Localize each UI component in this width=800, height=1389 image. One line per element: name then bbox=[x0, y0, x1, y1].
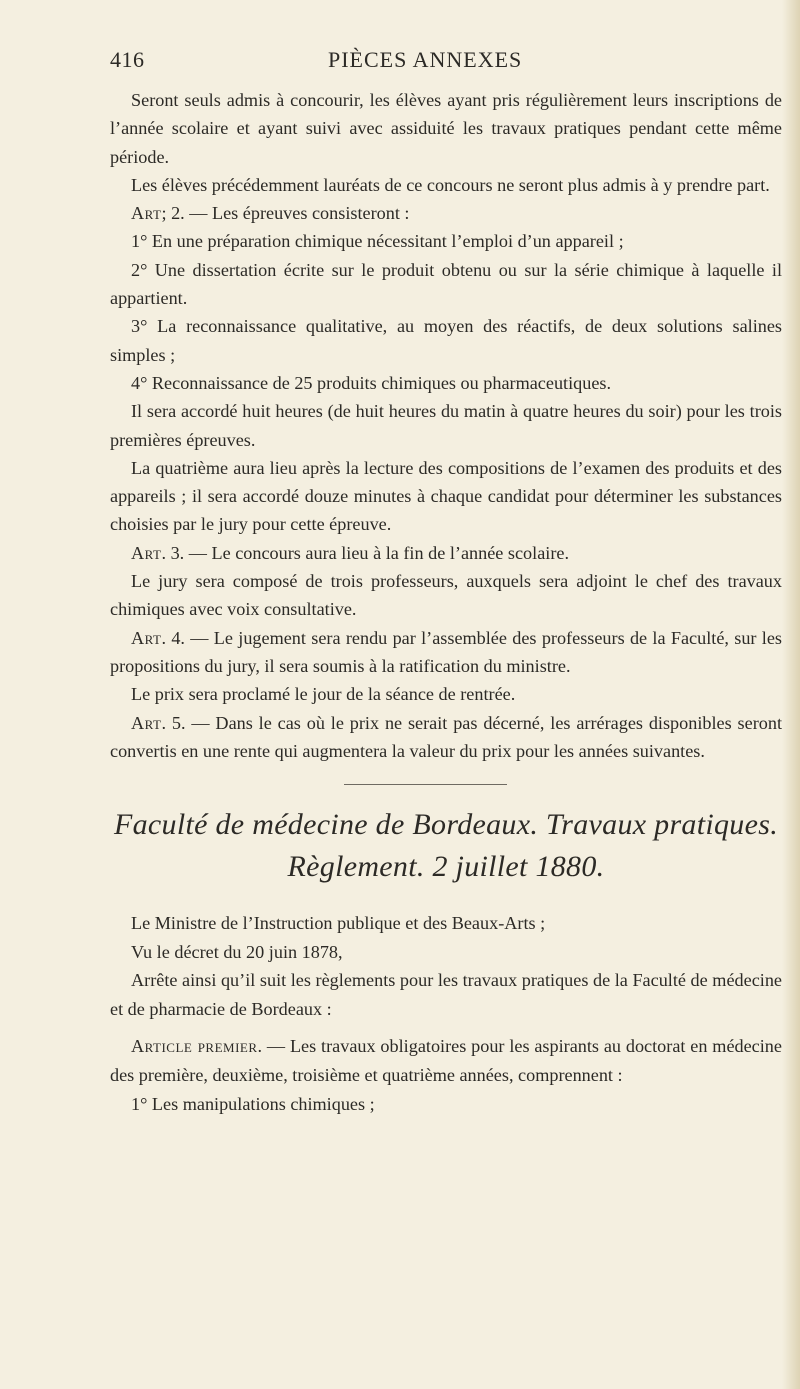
article-label: Art bbox=[131, 627, 162, 648]
paragraph: Le jury sera composé de trois professeurs, auxquels sera adjoint le chef des travaux chimiques avec voix consultative. bbox=[110, 571, 782, 620]
paragraph: 4° Reconnaissance de 25 produits chimiques ou pharmaceutiques. bbox=[131, 372, 612, 393]
article-label: Art bbox=[131, 712, 162, 733]
body-text-section-2 bbox=[110, 909, 782, 1118]
running-title: PIÈCES ANNEXES bbox=[328, 47, 523, 72]
article-text: . 4. — Le jugement sera rendu par l’assemblée des professeurs de la Faculté, sur les propositions du jury, il sera soumis à la ratification du ministre. bbox=[110, 627, 782, 676]
page-header bbox=[110, 47, 790, 83]
page-number: 416 bbox=[110, 47, 145, 72]
section-title bbox=[110, 804, 782, 888]
article-text: . 5. — Dans le cas où le prix ne serait pas décerné, les arrérages disponibles seront convertis en une rente qui augmentera la valeur du prix pour les années suivantes. bbox=[110, 712, 782, 761]
paragraph: Le Ministre de l’Instruction publique et des Beaux-Arts ; bbox=[131, 913, 546, 933]
paragraph: La quatrième aura lieu après la lecture des compositions de l’examen des produits et des appareils ; il sera accordé douze minutes à chaque candidat pour déterminer les substances choisies par le jury pour cette épreuve. bbox=[110, 457, 782, 535]
article-text: . 3. — Le concours aura lieu à la fin de l’année scolaire. bbox=[161, 542, 569, 563]
paragraph: Il sera accordé huit heures (de huit heures du matin à quatre heures du soir) pour les trois premières épreuves. bbox=[110, 401, 782, 450]
paragraph: Les élèves précédemment lauréats de ce concours ne seront plus admis à y prendre part. bbox=[131, 174, 770, 195]
article-label: Art bbox=[131, 203, 162, 224]
paragraph: 3° La reconnaissance qualitative, au moyen des réactifs, de deux solutions salines simples ; bbox=[110, 316, 782, 365]
article-text: ; 2. — Les épreuves consisteront : bbox=[161, 203, 410, 224]
article-label: Article premier bbox=[131, 1036, 258, 1057]
paragraph: 2° Une dissertation écrite sur le produit obtenu ou sur la série chimique à laquelle il appartient. bbox=[110, 259, 782, 309]
paragraph: Vu le décret du 20 juin 1878, bbox=[131, 941, 343, 962]
section-title-line-2: Règlement. 2 juillet 1880. bbox=[287, 850, 605, 883]
article-text: . — Les travaux obligatoires pour les aspirants au doctorat en médecine des première, deuxième, troisième et quatrième années, comprennent : bbox=[110, 1036, 782, 1085]
section-title-line-1: Faculté de médecine de Bordeaux. Travaux pratiques. bbox=[113, 808, 778, 841]
article-paragraph bbox=[110, 624, 782, 681]
page-edge-shadow bbox=[782, 0, 800, 1389]
paragraph: Seront seuls admis à concourir, les élèves ayant pris régulièrement leurs inscriptions de l’année scolaire et ayant suivi avec assiduité les travaux pratiques pendant cette même période. bbox=[110, 90, 782, 167]
paragraph: Arrête ainsi qu’il suit les règlements pour les travaux pratiques de la Faculté de médecine et de pharmacie de Bordeaux : bbox=[110, 970, 782, 1019]
article-paragraph bbox=[110, 709, 782, 766]
paragraph: 1° En une préparation chimique nécessitant l’emploi d’un appareil ; bbox=[131, 231, 624, 252]
article-paragraph bbox=[110, 1032, 782, 1089]
paragraph: 1° Les manipulations chimiques ; bbox=[131, 1093, 375, 1114]
article-paragraph bbox=[110, 539, 782, 567]
paragraph: Le prix sera proclamé le jour de la séance de rentrée. bbox=[131, 684, 516, 705]
body-text-section-1 bbox=[110, 86, 782, 765]
section-divider bbox=[344, 784, 507, 785]
article-paragraph bbox=[110, 199, 782, 227]
article-label: Art bbox=[131, 542, 162, 563]
